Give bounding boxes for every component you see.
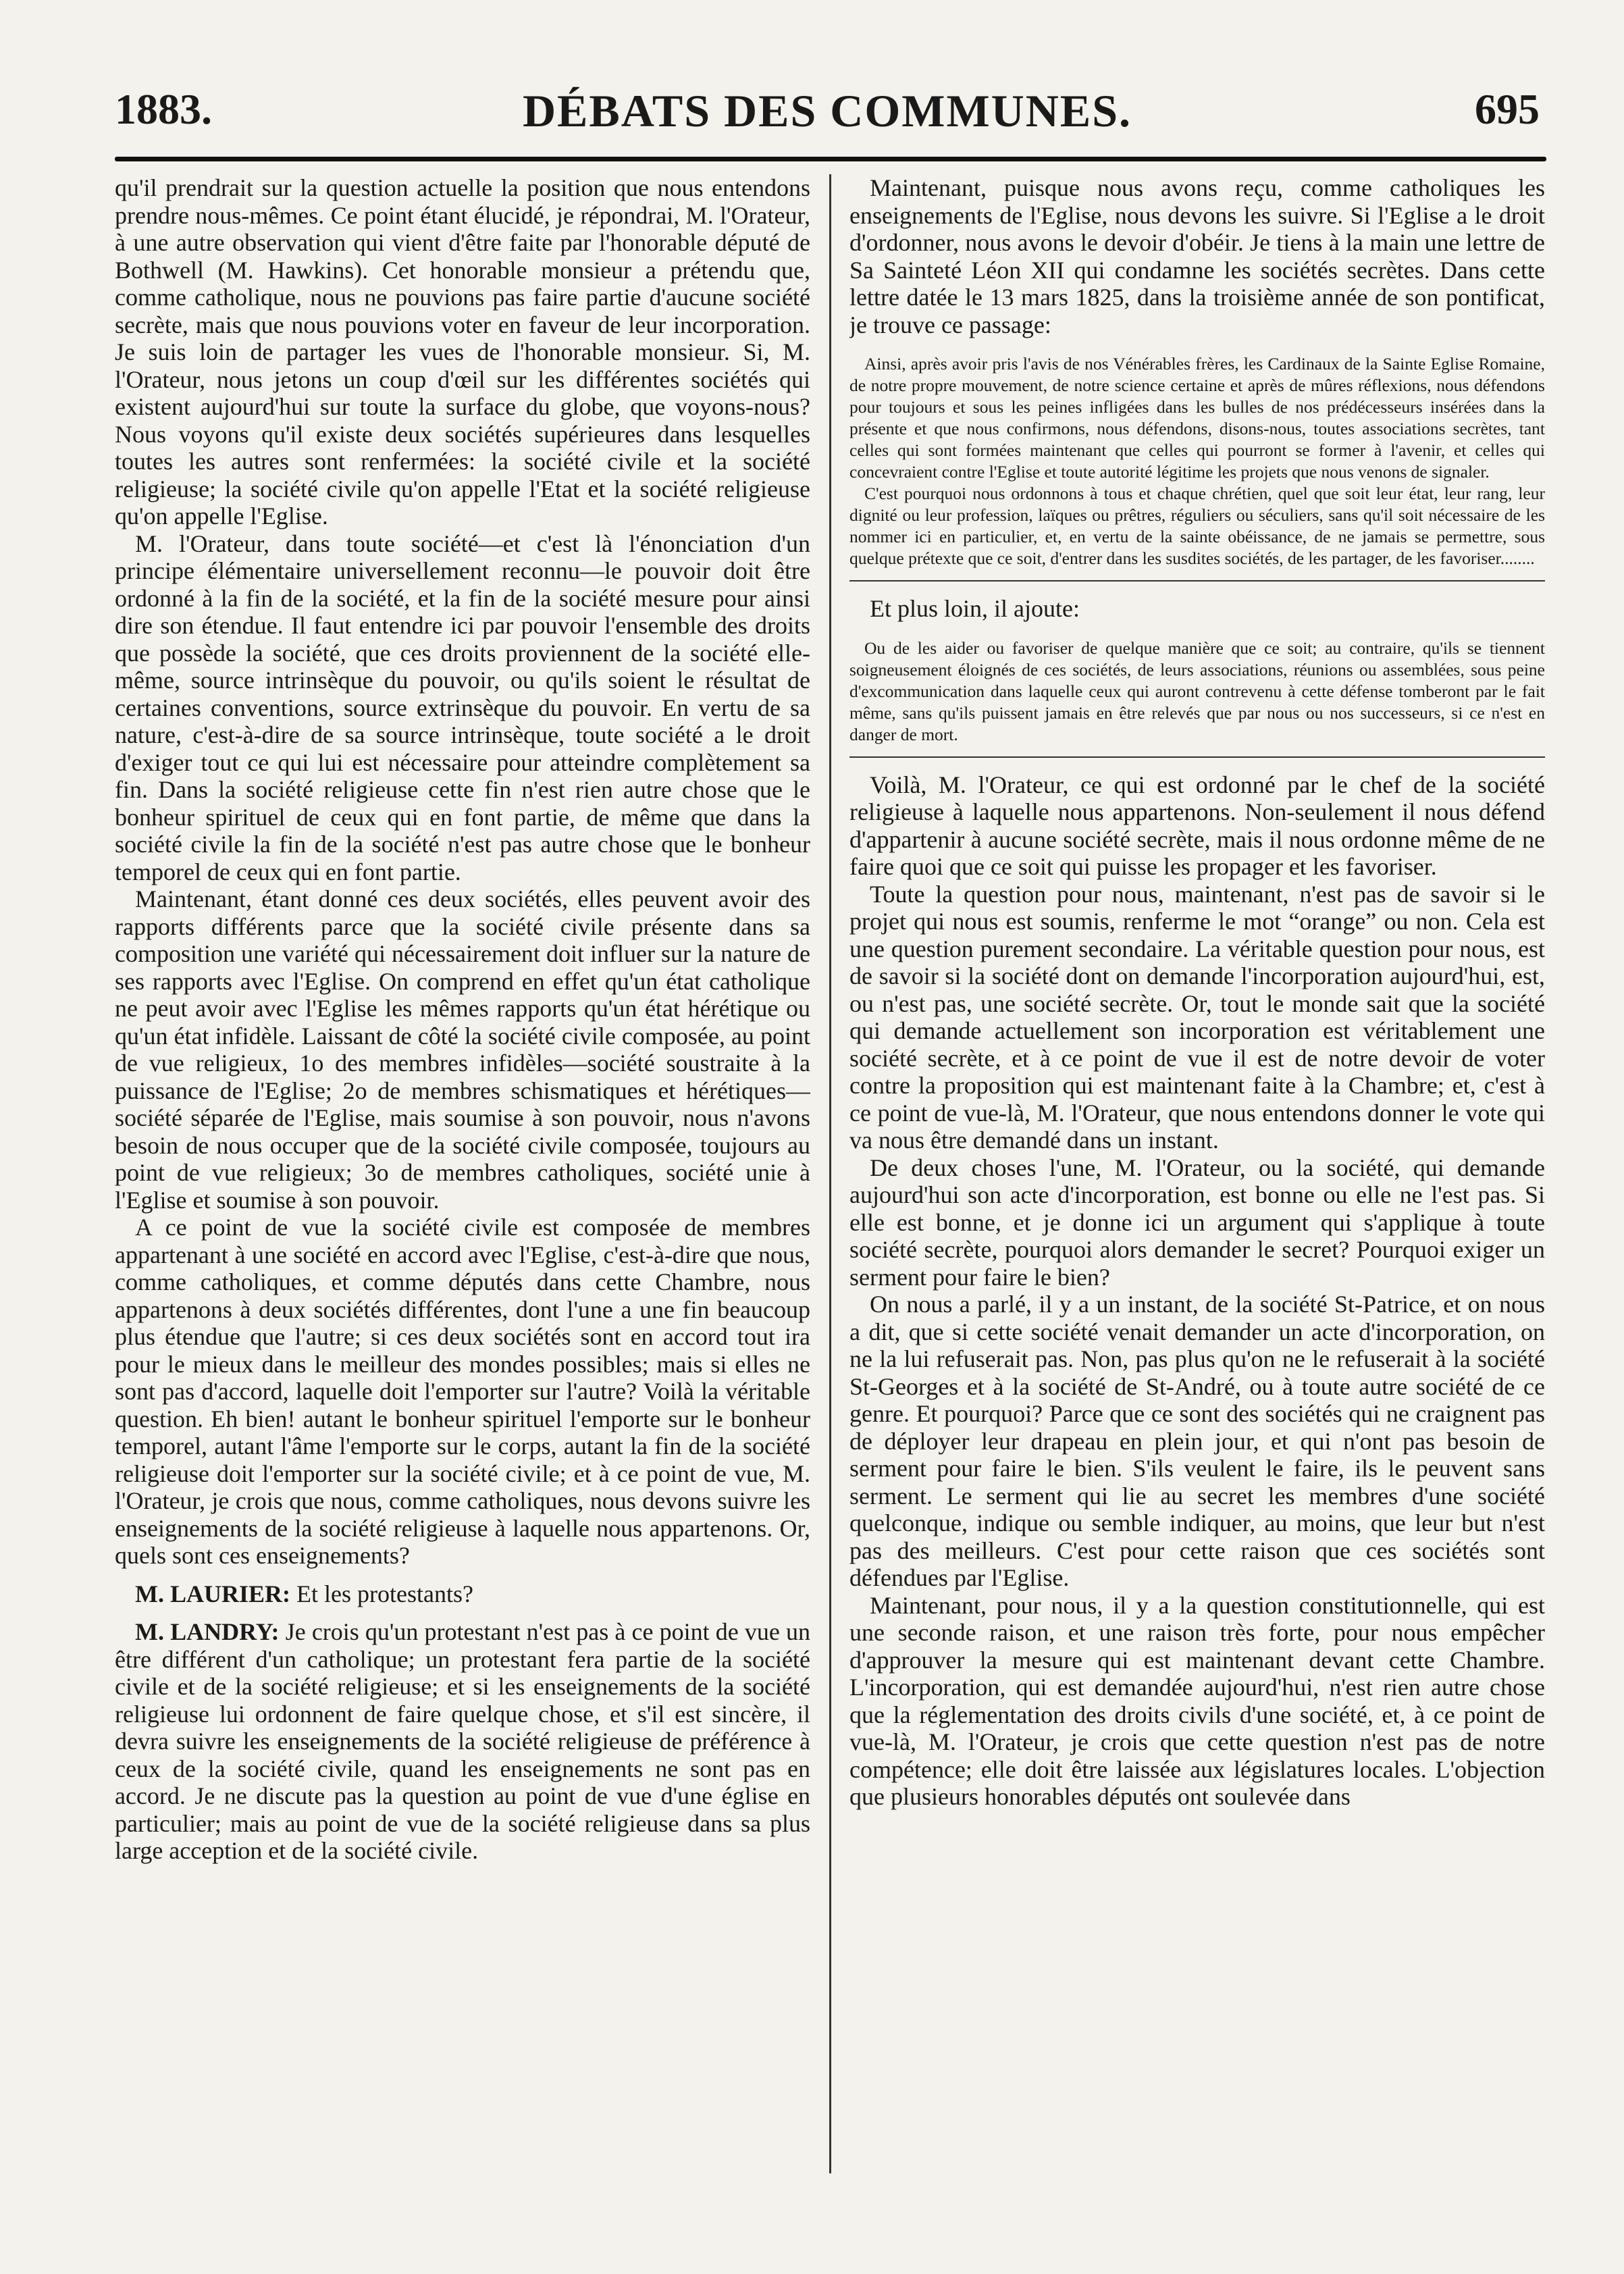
paragraph: Maintenant, pour nous, il y a la question constitutionnelle, qui est une seconde raison, et une raison très forte, pour nous empêcher d'approuver la mesure qui est maintenant devant cette Chambre. L'incorporation, qui est demandée aujourd'hui, n'est rien autre chose que la réglementation des droits civils d'une société, et, à ce point de vue-là, M. l'Orateur, je crois que cette question n'est pas de notre compétence; elle doit être laissée aux législatures locales. L'objection que plusieurs honorables députés ont soulevée dans <box>849 1591 1545 1810</box>
paragraph: De deux choses l'une, M. l'Orateur, ou la société, qui demande aujourd'hui son acte d'incorporation, est bonne ou elle ne l'est pas. Si elle est bonne, et je donne ici un argument qui s'applique à toute société secrète, pourquoi alors demander le secret? Pourquoi exiger un serment pour faire le bien? <box>849 1154 1545 1291</box>
page-number: 695 <box>1475 85 1540 133</box>
header-year: 1883. <box>115 85 212 133</box>
paragraph: M. l'Orateur, dans toute société—et c'est là l'énonciation d'un principe élémentaire universellement reconnu—le pouvoir doit être ordonné à la fin de la société, et la fin de la société mesure pour ainsi dire son étendue. Il faut entendre ici par pouvoir l'ensemble des droits que possède la société, que ces droits proviennent de la société elle-même, source intrinsèque du pouvoir, ou qu'ils soient le résultat de certaines conventions, source extrinsèque du pouvoir. En vertu de sa nature, c'est-à-dire de sa source intrinsèque, toute société a le droit d'exiger tout ce qui lui est nécessaire pour atteindre complètement sa fin. Dans la société religieuse cette fin n'est rien autre chose que le bonheur spirituel de ceux qui en font partie, de même que dans la société civile la fin de la société n'est pas autre chose que le bonheur temporel de ceux qui en font partie. <box>115 529 810 885</box>
page-header <box>115 84 1540 149</box>
quotation-paragraph: Ou de les aider ou favoriser de quelque manière que ce soit; au contraire, qu'ils se tiennent soigneusement éloignés de ces sociétés, de leurs associations, réunions ou assemblées, sous peine d'excommunication dans laquelle ceux qui auront contrevenu à cette défense tomberont par le fait même, sans qu'ils puissent jamais en être relevés que par nous ou nos successeurs, si ce n'est en danger de mort. <box>849 638 1545 744</box>
paragraph: Et plus loin, il ajoute: <box>870 595 1080 622</box>
paragraph: Maintenant, étant donné ces deux sociétés, elles peuvent avoir des rapports différents parce que la société civile présente dans sa composition une variété qui nécessairement doit influer sur la nature de ses rapports avec l'Eglise. On comprend en effet qu'un état catholique ne peut avoir avec l'Eglise les mêmes rapports qu'un état hérétique ou qu'un état infidèle. Laissant de côté la société civile composée, au point de vue religieux, 1o des membres infidèles—société soustraite à la puissance de l'Eglise; 2o de membres schismatiques et hérétiques—société séparée de l'Eglise, mais soumise à son pouvoir, nous n'avons besoin de nous occuper que de la société civile composée, toujours au point de vue religieux; 3o de membres catholiques, société unie à l'Eglise et soumise à son pouvoir. <box>115 885 810 1214</box>
quotation-paragraph: Ainsi, après avoir pris l'avis de nos Vénérables frères, les Cardinaux de la Sainte Eglise Romaine, de notre propre mouvement, de notre science certaine et après de mûres réflexions, nous défendons pour toujours et sous les peines infligées dans les bulles de nos prédécesseurs insérées dans la présente et que nous confirmons, nous défendons, disons-nous, toutes associations secrètes, tant celles qui sont formées maintenant que celles qui pourront se former à l'avenir, et celles qui concevraient contre l'Eglise et toute autorité légitime les projets que nous venons de signaler. <box>849 354 1545 482</box>
paragraph: A ce point de vue la société civile est composée de membres appartenant à une société en accord avec l'Eglise, c'est-à-dire que nous, comme catholiques, et comme députés dans cette Chambre, nous appartenons à deux sociétés différentes, dont l'une a une fin beaucoup plus étendue que l'autre; si ces deux sociétés sont en accord tout ira pour le mieux dans le meilleur des mondes possibles; mais si elles ne sont pas d'accord, laquelle doit l'emporter sur l'autre? Voilà la véritable question. Eh bien! autant le bonheur spirituel l'emporte sur le bonheur temporel, autant l'âme l'emporte sur le corps, autant la fin de la société religieuse doit l'emporter sur la société civile; et à ce point de vue, M. l'Orateur, je crois que nous, comme catholiques, nous devons suivre les enseignements de la société religieuse à laquelle nous appartenons. Or, quels sont ces enseignements? <box>115 1214 810 1569</box>
header-rule <box>115 157 1546 161</box>
header-title: DÉBATS DES COMMUNES. <box>522 85 1132 136</box>
speaker-name: M. LANDRY: <box>135 1618 280 1645</box>
speaker-text: Je crois qu'un protestant n'est pas à ce point de vue un être différent d'un catholique; un protestant fera partie de la société civile et de la société religieuse; et si les enseignements de la société religieuse lui ordonnent de faire quelque chose, et s'il est sincère, il devra suivre les enseignements de la société religieuse de préférence à ceux de la société civile, quand les enseignements ne sont pas en accord. Je ne discute pas la question au point de vue d'une église en particulier; mais au point de vue de la société religieuse dans sa plus large acception et de la société civile. <box>115 1618 810 1864</box>
left-column <box>115 174 810 2248</box>
paragraph: On nous a parlé, il y a un instant, de la société St-Patrice, et on nous a dit, que si cette société venait demander un acte d'incorporation, on ne la lui refuserait pas. Non, pas plus qu'on ne le refuserait à la société St-Georges et à la société de St-André, ou à toute autre société de ce genre. Et pourquoi? Parce que ce sont des sociétés qui ne craignent pas de déployer leur drapeau en plein jour, et qui n'ont pas besoin de serment pour faire le bien. S'ils veulent le faire, ils le peuvent sans serment. Le serment qui lie au secret les membres d'une société quelconque, indique ou semble indiquer, au moins, que leur but n'est pas des meilleurs. C'est pour cette raison que ces sociétés sont défendues par l'Eglise. <box>849 1291 1545 1591</box>
quotation-rule <box>849 580 1545 582</box>
right-column <box>849 174 1545 2248</box>
paragraph: qu'il prendrait sur la question actuelle la position que nous entendons prendre nous-mêmes. Ce point étant élucidé, je répondrai, M. l'Orateur, à une autre observation qui vient d'être faite par l'honorable député de Bothwell (M. Hawkins). Cet honorable monsieur a prétendu que, comme catholique, nous ne pouvions pas faire partie d'aucune société secrète, mais que nous pouvions voter en faveur de leur incorporation. Je suis loin de partager les vues de l'honorable monsieur. Si, M. l'Orateur, nous jetons un coup d'œil sur les différentes sociétés qui existent aujourd'hui sur toute la surface du globe, que voyons-nous? Nous voyons qu'il existe deux sociétés supérieures dans lesquelles toutes les autres sont renfermées: la société civile et la société religieuse; la société civile qu'on appelle l'Etat et la société religieuse qu'on appelle l'Eglise. <box>115 174 810 529</box>
speaker-line-landry <box>115 1618 810 1865</box>
speaker-text: Et les protestants? <box>296 1580 473 1607</box>
column-divider <box>829 174 831 2173</box>
quotation-block <box>849 353 1545 569</box>
paragraph: Maintenant, puisque nous avons reçu, comme catholiques les enseignements de l'Eglise, nous devons les suivre. Si l'Eglise a le droit d'ordonner, nous avons le devoir d'obéir. Je tiens à la main une lettre de Sa Sainteté Léon XII qui condamne les sociétés secrètes. Dans cette lettre datée le 13 mars 1825, dans la troisième année de son pontificat, je trouve ce passage: <box>849 174 1545 338</box>
quotation-rule <box>849 756 1545 758</box>
paragraph: Toute la question pour nous, maintenant, n'est pas de savoir si le projet qui nous est soumis, renferme le mot “orange” ou non. Cela est une question purement secondaire. La véritable question pour nous, est de savoir si la société dont on demande l'incorporation aujourd'hui, est, ou n'est pas, une société secrète. Or, tout le monde sait que la société qui demande actuellement son incorporation est véritablement une société secrète, et à ce point de vue il est de notre devoir de voter contre la proposition qui est maintenant faite à la Chambre; et, c'est à ce point de vue-là, M. l'Orateur, que nous entendons donner le vote qui va nous être demandé dans un instant. <box>849 880 1545 1154</box>
speaker-name: M. LAURIER: <box>135 1580 290 1607</box>
quotation-paragraph: C'est pourquoi nous ordonnons à tous et chaque chrétien, quel que soit leur état, leur rang, leur dignité ou leur profession, laïques ou prêtres, réguliers ou séculiers, sans qu'il soit nécessaire de les nommer ici en particulier, et, en vertu de la sainte obéissance, de ne jamais se permettre, sous quelque prétexte que ce soit, d'entrer dans les susdites sociétés, de les partager, de les favoriser........ <box>849 484 1545 568</box>
paragraph: Voilà, M. l'Orateur, ce qui est ordonné par le chef de la société religieuse à laquelle nous appartenons. Non-seulement il nous défend d'appartenir à aucune société secrète, mais il nous ordonne même de ne faire quoi que ce soit qui puisse les propager et les favoriser. <box>849 771 1545 880</box>
quotation-block <box>849 638 1545 746</box>
speaker-line-laurier <box>115 1580 810 1608</box>
